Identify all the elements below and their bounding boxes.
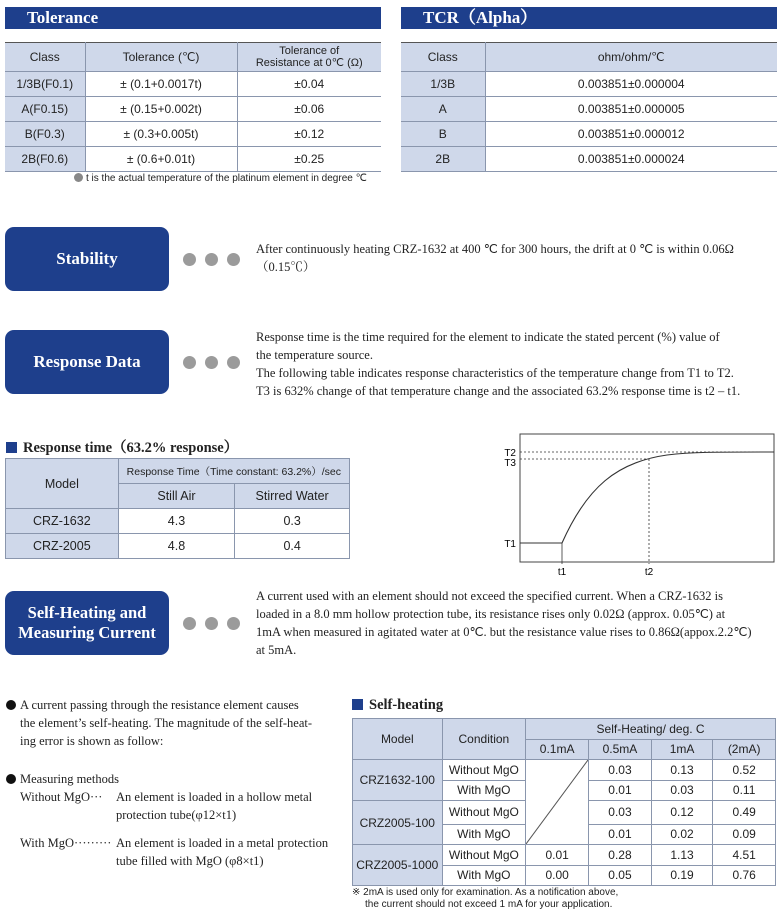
- x-t1-label: t1: [557, 567, 567, 578]
- note-bullet-2: [6, 770, 346, 788]
- self-heating-label-line2: Measuring Current: [18, 623, 156, 642]
- tolerance-note-text: t is the actual temperature of the platinum element in degree ℃: [86, 173, 367, 184]
- self-heating-text: [256, 587, 778, 659]
- condition-cell: With MgO: [442, 780, 526, 801]
- table-cell: ± (0.1+0.0017t): [85, 72, 237, 97]
- diagonal-line: [526, 760, 588, 844]
- table-row: [5, 97, 381, 122]
- table-row: [353, 760, 776, 781]
- condition-cell: Without MgO: [442, 801, 526, 825]
- self-heating-table: [352, 718, 776, 886]
- table-cell: 0.00: [526, 865, 589, 886]
- model-cell: CRZ2005-1000: [353, 845, 443, 886]
- table-cell: 4.51: [713, 845, 776, 866]
- table-cell: 0.01: [589, 824, 652, 845]
- text-line: After continuously heating CRZ-1632 at 400 ℃ for 300 hours, the drift at 0 ℃ is within 0.06Ω: [256, 242, 734, 256]
- table-cell: 0.03: [589, 801, 652, 825]
- col-header-class: Class: [401, 43, 485, 72]
- text-line: An element is loaded in a metal protection: [116, 836, 329, 850]
- table-row: [5, 147, 381, 172]
- table-cell: 0.03: [651, 780, 713, 801]
- response-data-text: [256, 328, 778, 400]
- table-cell: 0.03: [589, 760, 652, 781]
- table-header-row: [401, 43, 777, 72]
- stability-text: [256, 240, 776, 276]
- model-cell: CRZ2005-100: [353, 801, 443, 845]
- col-header-current: 1mA: [651, 739, 713, 760]
- table-cell: 2B(F0.6): [5, 147, 85, 172]
- text-line: the temperature source.: [256, 348, 373, 362]
- table-cell: 0.49: [713, 801, 776, 825]
- bullet-icon: [6, 774, 16, 784]
- table-cell: CRZ-1632: [6, 509, 119, 534]
- text-line: Measuring methods: [20, 772, 119, 786]
- method-without-mgo: [6, 788, 346, 824]
- self-heating-notes: [6, 696, 346, 870]
- col-header-tolerance: Tolerance (℃): [85, 43, 237, 72]
- col-header-model: Model: [353, 719, 443, 760]
- tcr-title: TCR（Alpha）: [423, 8, 538, 27]
- text-line: tube filled with MgO (φ8×t1): [116, 854, 264, 868]
- table-cell: 0.52: [713, 760, 776, 781]
- col-header-current: (2mA): [713, 739, 776, 760]
- condition-cell: Without MgO: [442, 845, 526, 866]
- dots-icon: [183, 356, 240, 369]
- t3-label: T3: [504, 458, 516, 469]
- table-cell: 0.3: [235, 509, 350, 534]
- tolerance-note: [74, 173, 367, 184]
- table-cell: ± (0.3+0.005t): [85, 122, 237, 147]
- table-cell: 0.02: [651, 824, 713, 845]
- table-cell: 0.003851±0.000005: [485, 97, 777, 122]
- col-header-still-air: Still Air: [118, 484, 235, 509]
- table-row: [5, 72, 381, 97]
- tolerance-header: [5, 7, 381, 29]
- table-row: [401, 72, 777, 97]
- col-header-class: Class: [5, 43, 85, 72]
- text-line: （0.15℃）: [256, 260, 316, 274]
- dots-icon: [183, 617, 240, 630]
- self-heating-title-text: Self-heating: [369, 697, 444, 713]
- table-cell: 2B: [401, 147, 485, 172]
- tcr-table: [401, 42, 777, 172]
- response-time-title-text: Response time（63.2% response）: [23, 440, 239, 456]
- text-line: 1mA when measured in agitated water at 0℃. but the resistance value rises to 0.86Ω(appox.2.2℃): [256, 625, 752, 639]
- table-cell: 0.76: [713, 865, 776, 886]
- footnote-line: the current should not exceed 1 mA for your application.: [365, 899, 613, 910]
- t2-label: T2: [504, 448, 516, 459]
- condition-cell: With MgO: [442, 824, 526, 845]
- col-header-current: 0.5mA: [589, 739, 652, 760]
- table-cell: CRZ-2005: [6, 534, 119, 559]
- tolerance-title: Tolerance: [27, 8, 99, 27]
- t1-label: T1: [504, 539, 516, 550]
- model-cell: CRZ1632-100: [353, 760, 443, 801]
- response-diagram: [492, 432, 778, 580]
- self-heating-title: [352, 697, 443, 714]
- table-cell: 0.13: [651, 760, 713, 781]
- col-header-current: 0.1mA: [526, 739, 589, 760]
- condition-cell: With MgO: [442, 865, 526, 886]
- table-cell: 0.09: [713, 824, 776, 845]
- text-line: A current used with an element should not exceed the specified current. When a CRZ-1632 is: [256, 589, 723, 603]
- self-heating-badge: [5, 591, 169, 655]
- table-row: [401, 97, 777, 122]
- table-row: [401, 122, 777, 147]
- table-cell: ± (0.15+0.002t): [85, 97, 237, 122]
- response-time-table: [5, 458, 350, 559]
- response-time-title: [6, 436, 238, 457]
- table-cell: 0.28: [589, 845, 652, 866]
- col-header-response-time: Response Time（Time constant: 63.2%）/sec: [118, 459, 349, 484]
- stability-label: Stability: [56, 249, 118, 268]
- table-cell: 4.3: [118, 509, 235, 534]
- footnote-line: ※ 2mA is used only for examination. As a notification above,: [352, 887, 619, 898]
- table-cell: ±0.12: [237, 122, 381, 147]
- table-cell: 0.003851±0.000024: [485, 147, 777, 172]
- table-cell: 1.13: [651, 845, 713, 866]
- table-cell: ±0.06: [237, 97, 381, 122]
- col-header-resistance-line1: Tolerance of: [279, 45, 340, 57]
- table-cell: 0.11: [713, 780, 776, 801]
- text-line: A current passing through the resistance element causes: [20, 698, 299, 712]
- table-cell: B: [401, 122, 485, 147]
- table-cell: 0.4: [235, 534, 350, 559]
- table-cell: 1/3B(F0.1): [5, 72, 85, 97]
- text-line: ing error is shown as follow:: [20, 734, 164, 748]
- text-line: protection tube(φ12×t1): [116, 808, 237, 822]
- square-bullet-icon: [6, 442, 17, 453]
- col-header-condition: Condition: [442, 719, 526, 760]
- table-cell: B(F0.3): [5, 122, 85, 147]
- table-header-row: [5, 43, 381, 72]
- table-header-row: [353, 719, 776, 740]
- table-row: [6, 534, 350, 559]
- table-cell: A: [401, 97, 485, 122]
- col-header-ohm: ohm/ohm/℃: [485, 43, 777, 72]
- table-cell: 0.003851±0.000004: [485, 72, 777, 97]
- text-line: Response time is the time required for the element to indicate the stated percent (%) value of: [256, 330, 720, 344]
- table-cell: ±0.25: [237, 147, 381, 172]
- text-line: the element’s self-heating. The magnitude of the self-heat-: [20, 716, 313, 730]
- stability-badge: [5, 227, 169, 291]
- self-heating-label-line1: Self-Heating and: [27, 603, 147, 622]
- diagonal-empty-cell: [526, 760, 589, 845]
- table-cell: 0.01: [589, 780, 652, 801]
- table-cell: 0.12: [651, 801, 713, 825]
- x-t2-label: t2: [644, 567, 654, 578]
- table-header-row: [6, 459, 350, 484]
- col-header-stirred-water: Stirred Water: [235, 484, 350, 509]
- col-header-resistance-line2: Resistance at 0℃ (Ω): [255, 57, 363, 69]
- text-line: at 5mA.: [256, 643, 297, 657]
- bullet-icon: [6, 700, 16, 710]
- tolerance-table: [5, 42, 381, 172]
- table-cell: 0.003851±0.000012: [485, 122, 777, 147]
- note-bullet-1: [6, 696, 346, 750]
- table-cell: 0.05: [589, 865, 652, 886]
- table-row: [6, 509, 350, 534]
- text-line: T3 is 632% change of that temperature change and the associated 63.2% response time is t2 – t1.: [256, 384, 741, 398]
- col-header-resistance: [237, 43, 381, 72]
- table-row: [401, 147, 777, 172]
- table-row: [353, 845, 776, 866]
- method-label: Without MgO···: [20, 790, 103, 804]
- dots-icon: [183, 253, 240, 266]
- table-cell: 0.19: [651, 865, 713, 886]
- table-cell: A(F0.15): [5, 97, 85, 122]
- table-cell: 4.8: [118, 534, 235, 559]
- self-heating-footnote: [352, 887, 618, 911]
- tcr-header: [401, 7, 777, 29]
- bullet-icon: [74, 173, 83, 182]
- col-header-self-heating: Self-Heating/ deg. C: [526, 719, 776, 740]
- table-cell: ± (0.6+0.01t): [85, 147, 237, 172]
- condition-cell: Without MgO: [442, 760, 526, 781]
- table-cell: ±0.04: [237, 72, 381, 97]
- method-label: With MgO·········: [20, 836, 112, 850]
- text-line: An element is loaded in a hollow metal: [116, 790, 313, 804]
- method-with-mgo: [6, 834, 346, 870]
- table-row: [5, 122, 381, 147]
- table-cell: 1/3B: [401, 72, 485, 97]
- table-cell: 0.01: [526, 845, 589, 866]
- response-data-label: Response Data: [33, 352, 141, 371]
- square-bullet-icon: [352, 699, 363, 710]
- col-header-model: Model: [6, 459, 119, 509]
- text-line: The following table indicates response characteristics of the temperature change from T1 to T2.: [256, 366, 734, 380]
- response-data-badge: [5, 330, 169, 394]
- text-line: loaded in a 8.0 mm hollow protection tube, its resistance rises only 0.02Ω (approx. 0.05℃) at: [256, 607, 726, 621]
